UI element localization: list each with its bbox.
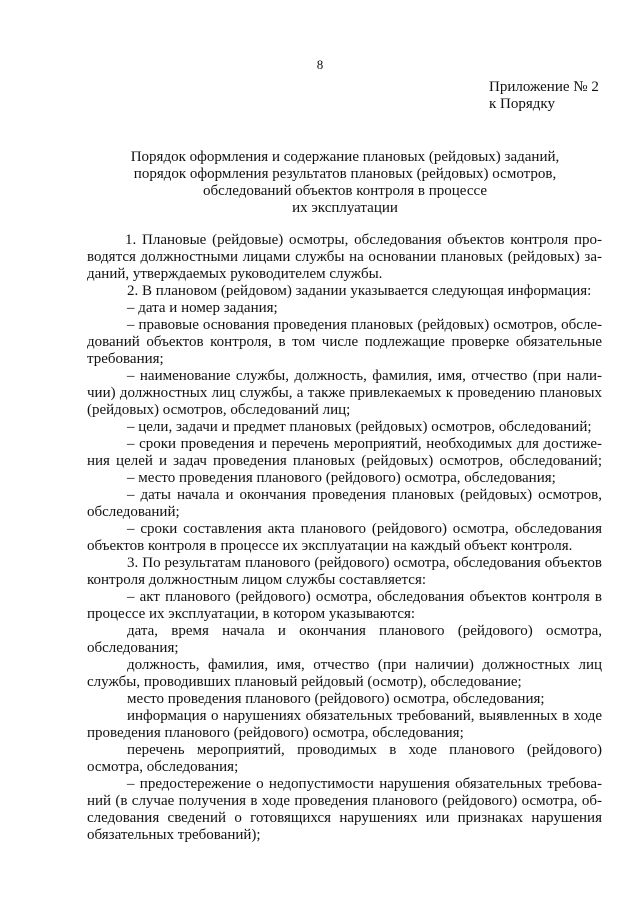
- body-line: чии) должностных лиц службы, а также привлекаемых к проведению плановых: [87, 385, 602, 401]
- body-line: дата, время начала и окончания планового (рейдового) осмотра,: [127, 623, 602, 639]
- body-line: осмотра, обследования;: [87, 759, 239, 775]
- title-line: их эксплуатации: [292, 200, 398, 216]
- appendix-line: Приложение № 2: [489, 79, 599, 95]
- body-line: – правовые основания проведения плановых (рейдовых) осмотров, обсле-: [127, 317, 602, 333]
- body-line: объектов контроля в процессе их эксплуатации на каждый объект контроля.: [87, 538, 573, 554]
- body-line: перечень мероприятий, проводимых в ходе планового (рейдового): [127, 742, 602, 758]
- body-line: даний, утверждаемых руководителем службы.: [87, 266, 383, 282]
- body-line: обследования;: [87, 640, 179, 656]
- body-line: процессе их эксплуатации, в котором указываются:: [87, 606, 416, 622]
- appendix-reference: [489, 79, 599, 113]
- body-line: место проведения планового (рейдового) осмотра, обследования;: [127, 691, 545, 707]
- title-line: порядок оформления результатов плановых (рейдовых) осмотров,: [133, 166, 557, 182]
- body-line: – даты начала и окончания проведения плановых (рейдовых) осмотров,: [127, 487, 602, 503]
- body-line: информация о нарушениях обязательных требований, выявленных в ходе: [127, 708, 602, 724]
- body-line: дований объектов контроля, в том числе подлежащие проверке обязательные: [87, 334, 602, 350]
- body-line: ний (в случае получения в ходе проведения планового (рейдового) осмотра, об-: [87, 793, 602, 809]
- body-line: контроля должностным лицом службы составляется:: [87, 572, 427, 588]
- body-line: обязательных требований);: [87, 827, 261, 843]
- body-line: – акт планового (рейдового) осмотра, обследования объектов контроля в: [127, 589, 602, 605]
- document-body: [87, 232, 602, 844]
- body-line: – дата и номер задания;: [127, 300, 278, 316]
- body-line: – предостережение о недопустимости нарушения обязательных требова-: [127, 776, 602, 792]
- body-line: – наименование службы, должность, фамилия, имя, отчество (при нали-: [127, 368, 602, 384]
- body-line: – цели, задачи и предмет плановых (рейдовых) осмотров, обследований;: [127, 419, 592, 435]
- title-line: Порядок оформления и содержание плановых (рейдовых) заданий,: [130, 149, 560, 165]
- body-line: 3. По результатам планового (рейдового) осмотра, обследования объектов: [127, 555, 602, 571]
- body-line: требования;: [87, 351, 164, 367]
- title-line: обследований объектов контроля в процессе: [203, 183, 487, 199]
- body-line: 1. Плановые (рейдовые) осмотры, обследования объектов контроля про-: [125, 232, 602, 248]
- body-line: – место проведения планового (рейдового) осмотра, обследования;: [127, 470, 556, 486]
- body-line: – сроки проведения и перечень мероприятий, необходимых для достиже-: [127, 436, 602, 452]
- body-line: следования сведений о готовящихся нарушениях или признаках нарушения: [87, 810, 602, 826]
- body-line: (рейдовых) осмотров, обследований лиц;: [87, 402, 351, 418]
- body-line: – сроки составления акта планового (рейдового) осмотра, обследования: [127, 521, 602, 537]
- document-title: [100, 149, 590, 217]
- body-line: водятся должностными лицами службы на основании плановых (рейдовых) за-: [87, 249, 602, 265]
- body-line: службы, проводивших плановый рейдовый (осмотр), обследование;: [87, 674, 522, 690]
- body-line: обследований;: [87, 504, 180, 520]
- appendix-line: к Порядку: [489, 96, 555, 112]
- body-line: 2. В плановом (рейдовом) задании указывается следующая информация:: [127, 283, 592, 299]
- page-number: 8: [316, 57, 324, 72]
- body-line: ния целей и задач проведения плановых (рейдовых) осмотров, обследований;: [87, 453, 602, 469]
- body-line: должность, фамилия, имя, отчество (при наличии) должностных лиц: [127, 657, 602, 673]
- body-line: проведения планового (рейдового) осмотра, обследования;: [87, 725, 464, 741]
